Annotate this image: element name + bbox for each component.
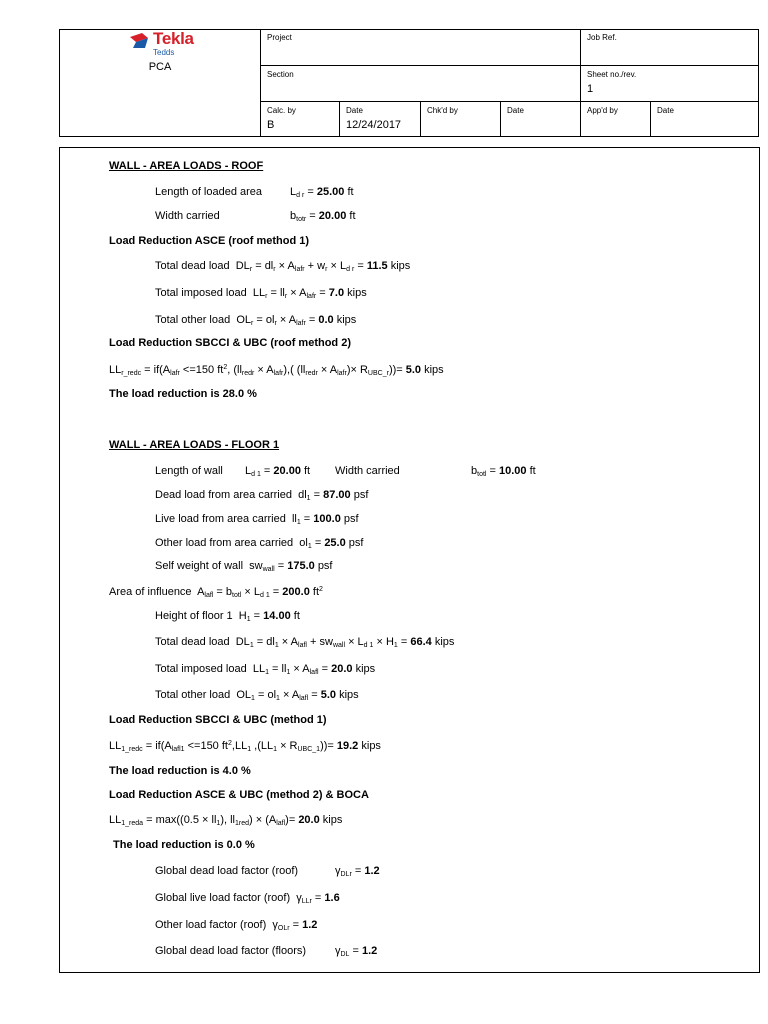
factor-dead-roof-line: Global dead load factor (roof) $\gamma_{DLr} = 1.2$ bbox=[155, 865, 380, 878]
roof-dead-line: Total dead load $DL_r = dl_r \times A_{lafr} + w_r \times L_{d r} = 11.5$ kips bbox=[155, 260, 411, 273]
roof-sbcci-formula: $LL_{r\_redc} = if(A_{lafr} <=150$ $ft^2$, $(ll_{redr} \times A_{lafr})$,( $(ll_{redr} \times A_{lafr})\times R_{UBC\_r}))= 5.0$ kips bbox=[109, 364, 444, 377]
date-value: 12/24/2017 bbox=[346, 119, 402, 131]
tekla-logo-icon bbox=[128, 33, 150, 49]
title-block bbox=[59, 29, 759, 137]
calc-sheet bbox=[59, 147, 760, 973]
section-cell bbox=[260, 65, 580, 101]
floor-asce-formula: $LL_{1\_reda} = \max((0.5 \times ll_1)$, $ll_{1red}) \times (A_{lafl})= 20.0$ kips bbox=[109, 814, 343, 827]
date-cell bbox=[339, 101, 420, 137]
appd-label: App'd by bbox=[587, 106, 618, 115]
factor-dead-floor-line: Global dead load factor (floors) $\gamma_{DL} = 1.2$ bbox=[155, 945, 378, 958]
roof-width-line: Width carried $b_{totr} = 20.00$ ft bbox=[155, 210, 356, 223]
floor-influence-line: Area of influence $A_{lafl} = b_{totl} \times L_{d 1} = 200.0$ $ft^2$ bbox=[109, 586, 323, 599]
floor-length-line: Length of wall $L_{d 1} = 20.00$ ft Width carried $b_{totl} = 10.00$ ft bbox=[155, 465, 536, 478]
sheet-value: 1 bbox=[587, 83, 594, 95]
chkd-cell bbox=[420, 101, 500, 137]
floor-dl-line: Dead load from area carried $dl_1 = 87.00$ psf bbox=[155, 489, 369, 502]
roof-sbcci-heading: Load Reduction SBCCI & UBC (roof method 2) bbox=[109, 337, 351, 349]
factor-other-roof-line: Other load factor (roof) $\gamma_{OLr} = 1.2$ bbox=[155, 919, 318, 932]
floor-ll-line: Live load from area carried $ll_1 = 100.0$ psf bbox=[155, 513, 359, 526]
roof-asce-heading: Load Reduction ASCE (roof method 1) bbox=[109, 235, 310, 247]
logo-subtext: Tedds bbox=[153, 48, 175, 57]
floor-other-line: Total other load $OL_1 = ol_1 \times A_{lafl} = 5.0$ kips bbox=[155, 689, 359, 702]
date-label: Date bbox=[346, 106, 363, 115]
roof-heading: WALL - AREA LOADS - ROOF bbox=[109, 160, 264, 172]
floor-height-line: Height of floor 1 $H_1 = 14.00$ ft bbox=[155, 610, 300, 623]
company-logo-area bbox=[60, 30, 260, 138]
calcby-label: Calc. by bbox=[267, 106, 296, 115]
roof-length-line: Length of loaded area $L_{d r} = 25.00$ ft bbox=[155, 186, 354, 199]
floor-reduction1-result: The load reduction is 4.0 % bbox=[109, 765, 251, 777]
chkd-label: Chk'd by bbox=[427, 106, 458, 115]
appd-date-cell bbox=[650, 101, 759, 137]
project-label: Project bbox=[267, 33, 292, 42]
chkd-date-cell bbox=[500, 101, 580, 137]
roof-other-line: Total other load $OL_r = ol_r \times A_{lafr} = 0.0$ kips bbox=[155, 314, 357, 327]
sheet-label: Sheet no./rev. bbox=[587, 70, 637, 79]
calcby-cell bbox=[260, 101, 339, 137]
logo-text: Tekla bbox=[153, 29, 194, 48]
floor-sw-line: Self weight of wall $sw_{wall} = 175.0$ psf bbox=[155, 560, 333, 573]
roof-reduction-result: The load reduction is 28.0 % bbox=[109, 388, 257, 400]
company-name: PCA bbox=[148, 61, 172, 73]
factor-live-roof-line: Global live load factor (roof) $\gamma_{LLr} = 1.6$ bbox=[155, 892, 340, 905]
floor-sbcci-heading: Load Reduction SBCCI & UBC (method 1) bbox=[109, 714, 327, 726]
floor-reduction2-result: The load reduction is 0.0 % bbox=[113, 839, 255, 851]
floor-asce-heading: Load Reduction ASCE & UBC (method 2) & BOCA bbox=[109, 789, 369, 801]
appd-cell bbox=[580, 101, 650, 137]
chkd-date-label: Date bbox=[507, 106, 524, 115]
floor-sbcci-formula: $LL_{1\_redc} = if(A_{lafl1} <=150$ $ft^2,LL_1$ $,(LL_1 \times R_{UBC\_1}))= 19.2$ kips bbox=[109, 740, 381, 753]
floor-dead-line: Total dead load $DL_1 = dl_1 \times A_{lafl} + sw_{wall} \times L_{d 1} \times H_1 = 66.4$ kips bbox=[155, 636, 455, 649]
sheet-cell bbox=[580, 65, 759, 101]
appd-date-label: Date bbox=[657, 106, 674, 115]
floor-imposed-line: Total imposed load $LL_1 = ll_1 \times A_{lafl} = 20.0$ kips bbox=[155, 663, 376, 676]
floor-heading: WALL - AREA LOADS - FLOOR 1 bbox=[109, 439, 280, 451]
section-label: Section bbox=[267, 70, 294, 79]
roof-imposed-line: Total imposed load $LL_r = ll_r \times A_{lafr} = 7.0$ kips bbox=[155, 287, 367, 300]
jobref-cell bbox=[580, 29, 759, 65]
floor-ol-line: Other load from area carried $ol_1 = 25.0$ psf bbox=[155, 537, 364, 550]
calcby-value: B bbox=[267, 119, 275, 131]
project-cell bbox=[260, 29, 580, 65]
jobref-label: Job Ref. bbox=[587, 33, 617, 42]
